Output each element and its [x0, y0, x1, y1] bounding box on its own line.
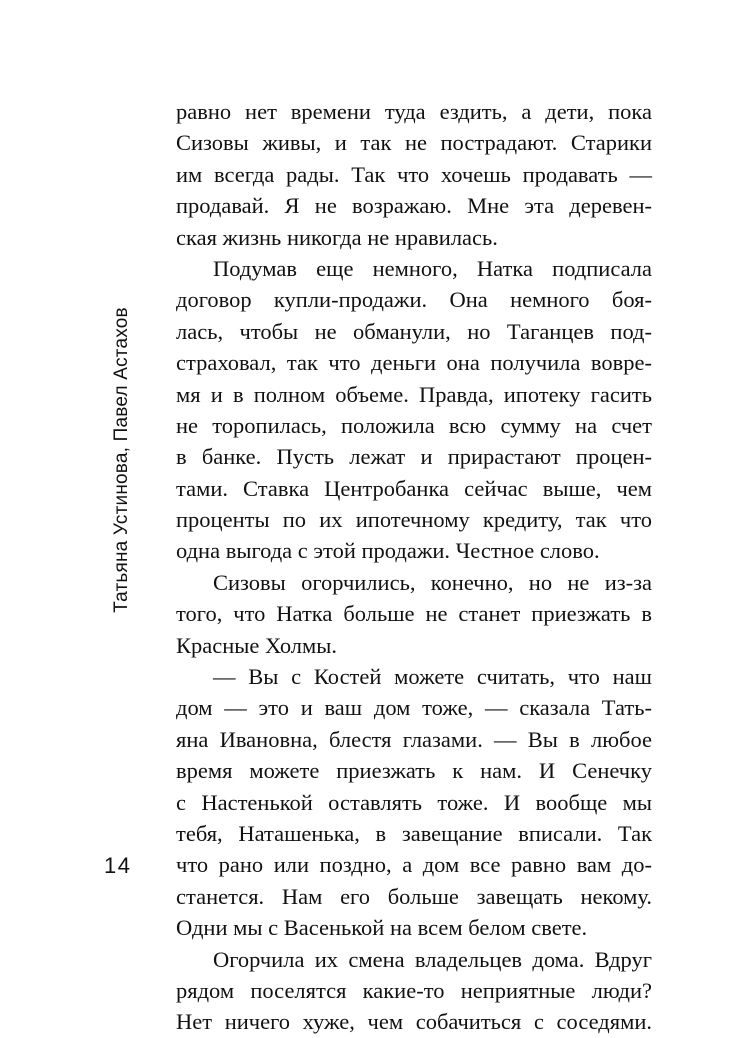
text-line: проценты по их ипотечному кредиту, так что	[176, 507, 652, 533]
text-line: Огорчила их смена владельцев дома. Вдруг	[213, 946, 652, 972]
text-line: Нет ничего хуже, чем собачиться с соседями.	[176, 1009, 652, 1035]
text-line: продавай. Я не возражаю. Мне эта деревен-	[176, 193, 652, 219]
running-head-text: Татьяна Устинова, Павел Астахов	[111, 307, 132, 613]
text-line: — Вы с Костей можете считать, что наш	[213, 664, 652, 690]
text-line: договор купли-продажи. Она немного боя-	[176, 287, 652, 313]
text-line: того, что Натка больше не станет приезжать в	[176, 601, 652, 627]
page-number: 14	[104, 853, 132, 878]
text-line: в банке. Пусть лежат и прирастают процен-	[176, 444, 652, 470]
text-line: Сизовы огорчились, конечно, но не из-за	[213, 569, 652, 595]
text-line: тами. Ставка Центробанка сейчас выше, чем	[176, 475, 652, 501]
running-head	[107, 100, 137, 820]
text-line: одна выгода с этой продажи. Честное слово.	[176, 538, 600, 564]
text-line: тебя, Наташенька, в завещание вписали. Так	[176, 820, 652, 846]
text-line: что рано или поздно, а дом все равно вам до-	[176, 852, 652, 878]
text-line: лась, чтобы не обманули, но Таганцев под-	[176, 318, 652, 344]
text-line: им всегда рады. Так что хочешь продавать —	[176, 161, 652, 187]
text-line: Подумав еще немного, Натка подписала	[213, 255, 652, 281]
text-line: станется. Нам его больше завещать некому.	[176, 883, 652, 909]
text-line: яна Ивановна, блестя глазами. — Вы в любое	[176, 726, 652, 752]
text-line: мя и в полном объеме. Правда, ипотеку гасить	[176, 381, 652, 407]
body-text	[176, 96, 652, 1038]
text-line: Одни мы с Васенькой на всем белом свете.	[176, 915, 588, 941]
text-line: время можете приезжать к нам. И Сенечку	[176, 758, 652, 784]
text-line: не торопилась, положила всю сумму на счет	[176, 412, 652, 438]
text-line: дом — это и ваш дом тоже, — сказала Тать-	[176, 695, 652, 721]
text-line: рядом поселятся какие-то неприятные люди?	[176, 977, 652, 1003]
text-line: с Настенькой оставлять тоже. И вообще мы	[176, 789, 652, 815]
text-line: Сизовы живы, и так не пострадают. Старики	[176, 130, 652, 156]
text-line: ская жизнь никогда не нравилась.	[176, 224, 498, 250]
text-line: равно нет времени туда ездить, а дети, пока	[176, 99, 652, 124]
text-line: Красные Холмы.	[176, 632, 337, 658]
text-line: страховал, так что деньги она получила вовре-	[176, 350, 652, 376]
